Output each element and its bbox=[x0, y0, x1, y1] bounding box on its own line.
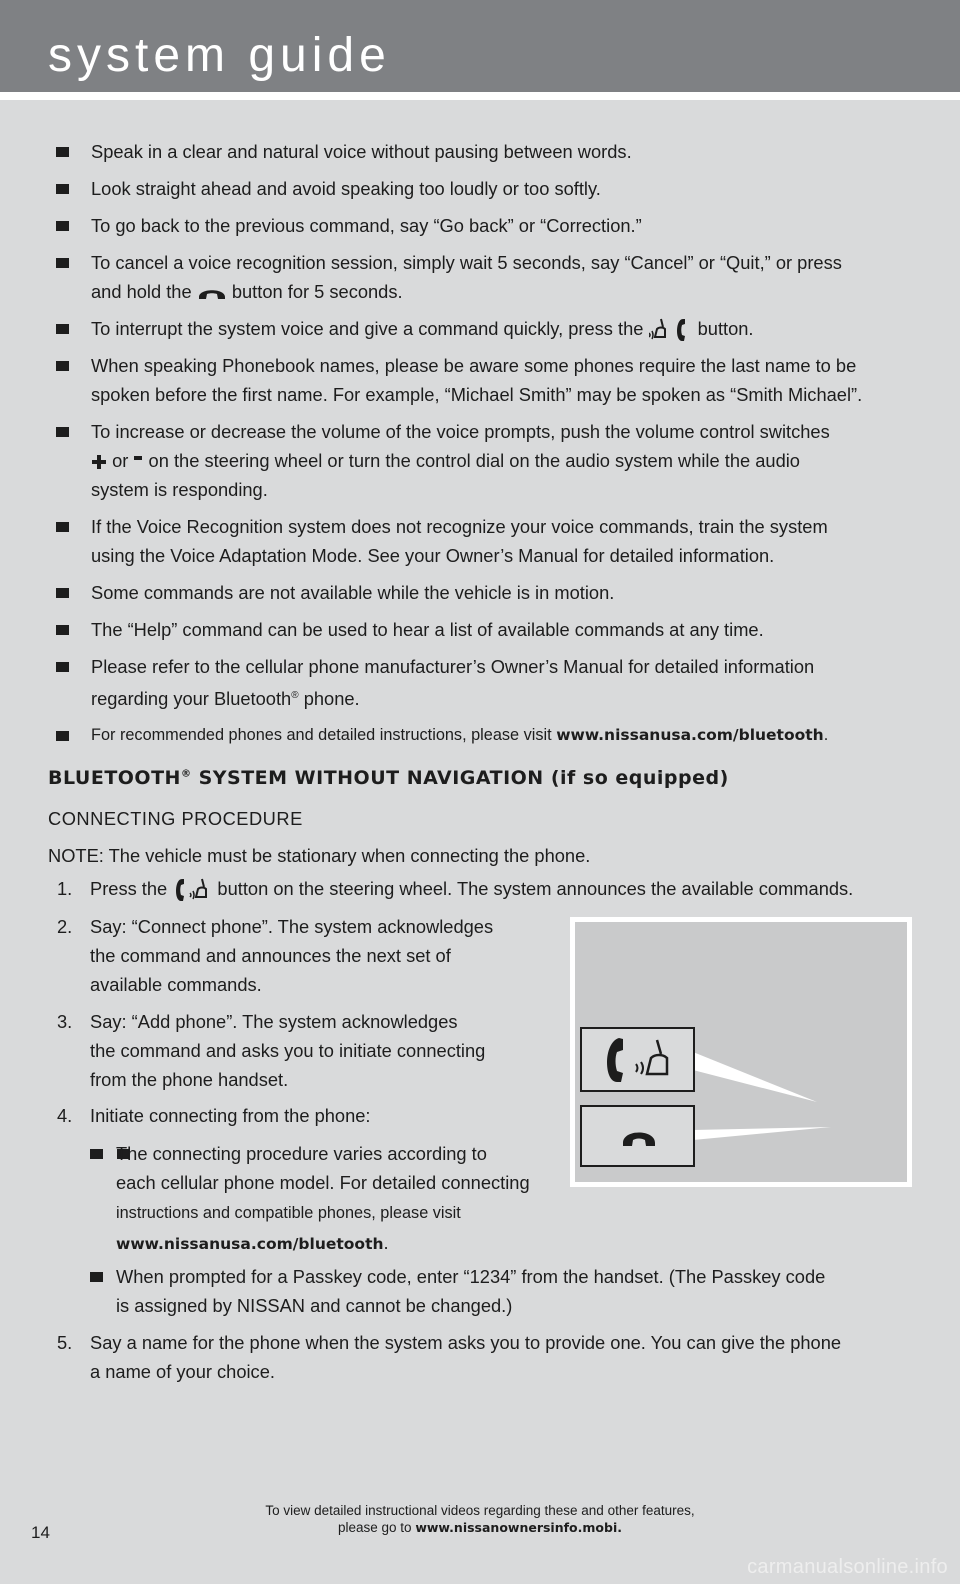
bullet-square-icon bbox=[56, 588, 69, 598]
bluetooth-link[interactable]: www.nissanusa.com/bluetooth bbox=[556, 726, 824, 745]
page-number: 14 bbox=[31, 1523, 50, 1542]
tips-list bbox=[56, 137, 916, 758]
list-item: The connecting procedure varies according to each cellular phone model. For detailed connecting instructions and compatible phones, please visit www.nissanusa.com/bluetooth. bbox=[116, 1143, 530, 1253]
section-heading: BLUETOOTH® SYSTEM WITHOUT NAVIGATION (if so equipped) bbox=[48, 767, 729, 789]
list-item: To go back to the previous command, say “Go back” or “Correction.” bbox=[56, 211, 916, 240]
phone-hangup-icon bbox=[197, 284, 227, 302]
list-item: To cancel a voice recognition session, simply wait 5 seconds, say “Cancel” or “Quit,” or press and hold the button for 5 seconds. bbox=[56, 248, 916, 306]
header-divider bbox=[0, 92, 960, 100]
bullet-square-icon bbox=[56, 427, 69, 437]
bullet-square-icon bbox=[56, 731, 69, 741]
plus-icon bbox=[91, 454, 107, 470]
bullet-square-icon bbox=[90, 1272, 103, 1282]
list-item: To increase or decrease the volume of the voice prompts, push the volume control switches or on the steering wheel or turn the control dial on the audio system while the audio system is responding. bbox=[56, 417, 916, 504]
bullet-square-icon bbox=[56, 625, 69, 635]
footer-note: To view detailed instructional videos regarding these and other features, please go to www.nissanownersinfo.mobi. bbox=[265, 1503, 695, 1535]
bullet-square-icon bbox=[56, 324, 69, 334]
talk-phone-icon bbox=[649, 317, 693, 343]
steering-switch-diagram bbox=[575, 922, 907, 1182]
owners-info-link[interactable]: www.nissanownersinfo.mobi. bbox=[415, 1520, 622, 1535]
talk-phone-icon bbox=[172, 877, 212, 903]
list-item: Look straight ahead and avoid speaking too loudly or too softly. bbox=[56, 174, 916, 203]
page-title: system guide bbox=[48, 29, 391, 82]
list-item: To interrupt the system voice and give a command quickly, press the button. bbox=[56, 314, 916, 343]
list-item: The “Help” command can be used to hear a list of available commands at any time. bbox=[56, 615, 916, 644]
watermark: carmanualsonline.info bbox=[747, 1556, 948, 1578]
steering-switch-figure bbox=[570, 917, 912, 1187]
bullet-square-icon bbox=[56, 258, 69, 268]
bullet-square-icon bbox=[56, 147, 69, 157]
list-item: For recommended phones and detailed instructions, please visit www.nissanusa.com/bluetooth. bbox=[56, 721, 916, 750]
bullet-square-icon bbox=[90, 1149, 103, 1159]
bullet-square-icon bbox=[56, 662, 69, 672]
section-subheading: CONNECTING PROCEDURE bbox=[48, 808, 303, 829]
list-item: Some commands are not available while the vehicle is in motion. bbox=[56, 578, 916, 607]
bluetooth-link[interactable]: www.nissanusa.com/bluetooth bbox=[116, 1235, 384, 1253]
list-item: Speak in a clear and natural voice without pausing between words. bbox=[56, 137, 916, 166]
list-item: When prompted for a Passkey code, enter “1234” from the handset. (The Passkey code is assigned by NISSAN and cannot be changed.) bbox=[116, 1266, 826, 1316]
minus-icon bbox=[133, 454, 143, 470]
bullet-square-icon bbox=[56, 522, 69, 532]
note-text: NOTE: The vehicle must be stationary when connecting the phone. bbox=[48, 845, 591, 866]
page-header bbox=[0, 0, 960, 92]
bullet-square-icon bbox=[56, 361, 69, 371]
list-item: If the Voice Recognition system does not recognize your voice commands, train the system using the Voice Adaptation Mode. See your Owner’s Manual for detailed information. bbox=[56, 512, 916, 570]
list-item: Please refer to the cellular phone manufacturer’s Owner’s Manual for detailed information regarding your Bluetooth® phone. bbox=[56, 652, 916, 713]
bullet-square-icon bbox=[56, 184, 69, 194]
bullet-square-icon bbox=[56, 221, 69, 231]
list-item: When speaking Phonebook names, please be aware some phones require the last name to be spoken before the first name. For example, “Michael Smith” may be spoken as “Smith Michael”. bbox=[56, 351, 916, 409]
